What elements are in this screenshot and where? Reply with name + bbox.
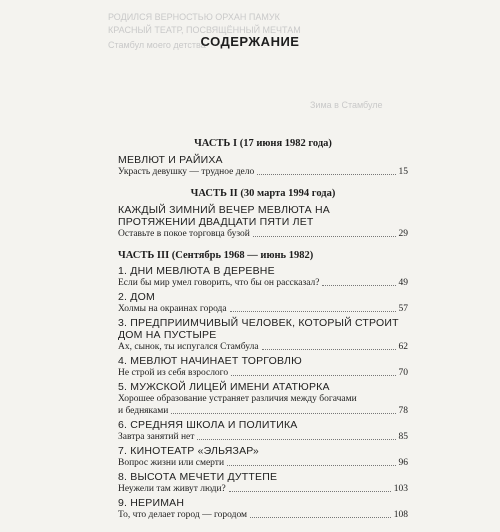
dot-leader [231, 375, 395, 376]
toc-entry[interactable] [118, 265, 408, 289]
table-of-contents [118, 138, 408, 523]
entry-title: 7. КИНОТЕАТР «ЭЛЬЯЗАР» [118, 445, 259, 457]
dot-leader [250, 517, 391, 518]
page-number: 85 [398, 432, 408, 442]
entry-line [118, 509, 408, 521]
entry-subtitle: То, что делает город — городом [118, 510, 248, 520]
toc-entry[interactable] [118, 291, 408, 315]
toc-entry[interactable] [118, 445, 408, 469]
toc-entry[interactable] [118, 419, 408, 443]
entry-line [118, 166, 408, 178]
part-heading: ЧАСТЬ II (30 марта 1994 года) [190, 188, 336, 199]
entry-line [118, 228, 408, 240]
dot-leader [253, 236, 396, 237]
entry-subtitle: Холмы на окраинах города [118, 304, 227, 314]
dot-leader [229, 491, 391, 492]
dot-leader [197, 439, 395, 440]
page-number: 62 [398, 342, 408, 352]
entry-subtitle: Ах, сынок, ты испугался Стамбула [118, 342, 259, 352]
entry-line [118, 367, 408, 379]
toc-entry[interactable] [118, 204, 408, 240]
entry-title: 6. СРЕДНЯЯ ШКОЛА И ПОЛИТИКА [118, 419, 298, 431]
entry-line [118, 277, 408, 289]
bleed-through-line: Зима в Стамбуле [310, 100, 383, 110]
dot-leader [227, 465, 395, 466]
page-title: СОДЕРЖАНИЕ [200, 34, 300, 49]
entry-line [118, 431, 408, 443]
bleed-through-line: Стамбул моего детства [108, 40, 206, 50]
dot-leader [262, 349, 396, 350]
entry-subtitle: Вопрос жизни или смерти [118, 458, 225, 468]
bleed-through-line: КРАСНЫЙ ТЕАТР, ПОСВЯЩЁННЫЙ МЕЧТАМ [108, 25, 301, 35]
entry-subtitle: и бедняками [118, 406, 169, 416]
entry-subtitle: Если бы мир умел говорить, что бы он рассказал? [118, 278, 320, 288]
page-number: 49 [398, 278, 408, 288]
page-number: 57 [398, 304, 408, 314]
page-number: 15 [398, 167, 408, 177]
entry-title: 1. ДНИ МЕВЛЮТА В ДЕРЕВНЕ [118, 265, 275, 277]
entry-line [118, 483, 408, 495]
dot-leader [322, 285, 395, 286]
entry-title: 5. МУЖСКОЙ ЛИЦЕЙ ИМЕНИ АТАТЮРКА [118, 381, 330, 393]
page-number: 78 [398, 406, 408, 416]
entry-subtitle: Украсть девушку — трудное дело [118, 167, 255, 177]
entry-title: МЕВЛЮТ И РАЙИХА [118, 154, 223, 166]
entry-subtitle: Оставьте в покое торговца бузой [118, 229, 250, 239]
entry-line [118, 457, 408, 469]
part-heading: ЧАСТЬ I (17 июня 1982 года) [194, 138, 332, 149]
dot-leader [257, 174, 395, 175]
entry-subtitle: Завтра занятий нет [118, 432, 195, 442]
entry-title: 2. ДОМ [118, 291, 155, 303]
entry-title: 9. НЕРИМАН [118, 497, 185, 509]
page-number: 96 [398, 458, 408, 468]
toc-entry[interactable] [118, 471, 408, 495]
entry-title: 3. ПРЕДПРИИМЧИВЫЙ ЧЕЛОВЕК, КОТОРЫЙ СТРОИТ ДОМ НА ПУСТЫРЕ [118, 317, 399, 341]
toc-entry[interactable] [118, 355, 408, 379]
entry-subtitle: Не строй из себя взрослого [118, 368, 229, 378]
part-heading: ЧАСТЬ III (Сентябрь 1968 — июнь 1982) [118, 250, 314, 261]
entry-title: КАЖДЫЙ ЗИМНИЙ ВЕЧЕР МЕВЛЮТА НА ПРОТЯЖЕНИИ ДВАДЦАТИ ПЯТИ ЛЕТ [118, 204, 330, 228]
entry-line [118, 303, 408, 315]
toc-entry[interactable] [118, 381, 408, 417]
toc-entry[interactable] [118, 497, 408, 521]
page-number: 108 [393, 510, 408, 520]
dot-leader [230, 311, 396, 312]
page-number: 70 [398, 368, 408, 378]
entry-subtitle: Неужели там живут люди? [118, 484, 226, 494]
toc-entry[interactable] [118, 317, 408, 353]
bleed-through-line: РОДИЛСЯ ВЕРНОСТЬЮ ОРХАН ПАМУК [108, 12, 280, 22]
entry-line [118, 341, 408, 353]
entry-line [118, 405, 408, 417]
page-number: 29 [398, 229, 408, 239]
entry-title: 4. МЕВЛЮТ НАЧИНАЕТ ТОРГОВЛЮ [118, 355, 302, 367]
page-number: 103 [393, 484, 408, 494]
toc-entry[interactable] [118, 154, 408, 178]
entry-title: 8. ВЫСОТА МЕЧЕТИ ДУТТЕПЕ [118, 471, 278, 483]
entry-subtitle-line: Хорошее образование устраняет различия между богачами [118, 394, 357, 404]
dot-leader [171, 413, 395, 414]
